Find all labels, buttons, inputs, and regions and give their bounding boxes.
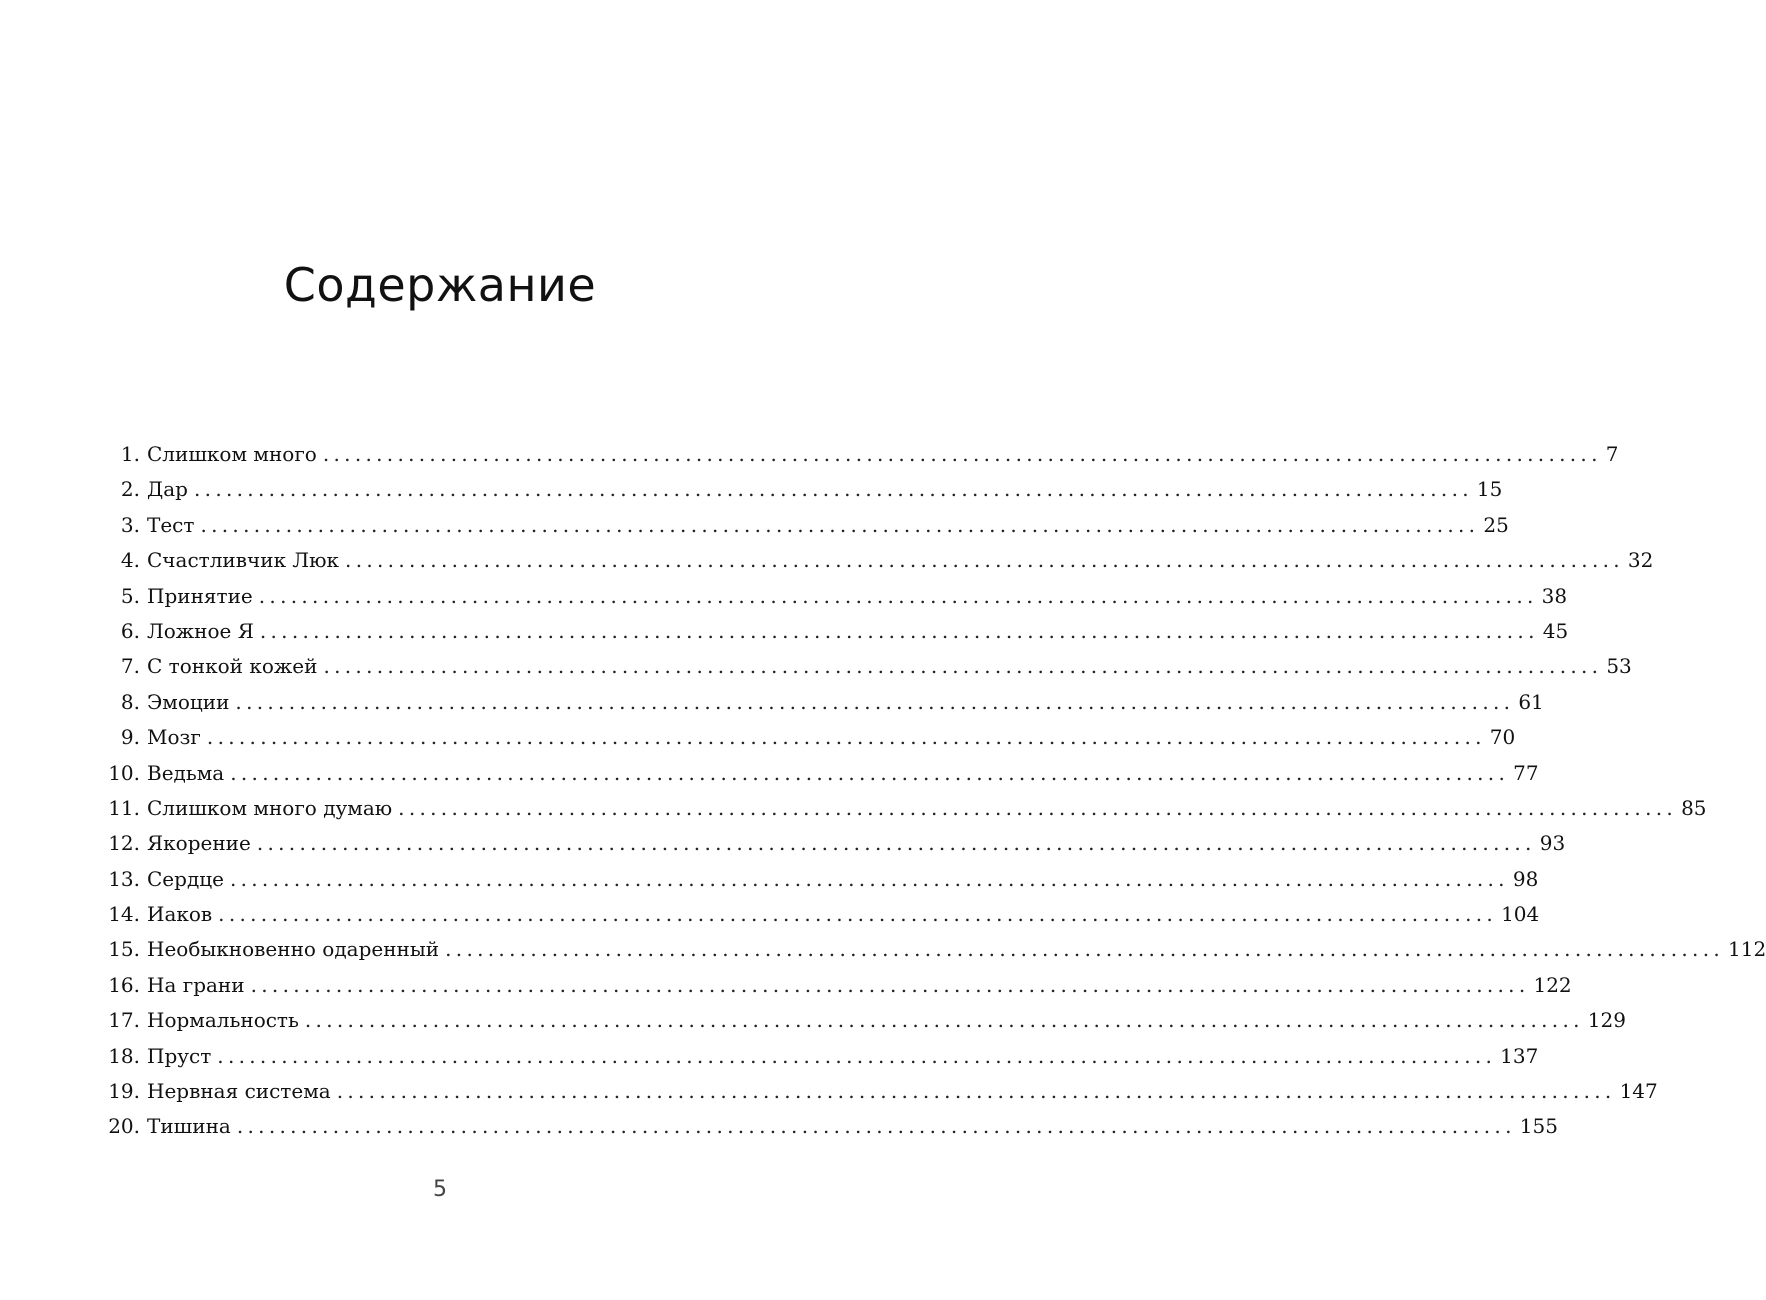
toc-entry-number: 2. xyxy=(120,477,140,502)
toc-entry-title: Принятие xyxy=(147,583,253,608)
toc-leader-dots: ........................................................................................................................ xyxy=(336,1079,1616,1104)
toc-leader-dots: ........................................................................................................................ xyxy=(194,477,1473,502)
toc-leader-dots: ........................................................................................................................ xyxy=(256,831,1536,856)
toc-entry-7[interactable] xyxy=(100,649,1632,684)
toc-entry-2[interactable] xyxy=(100,472,1503,507)
toc-entry-page: 98 xyxy=(1512,866,1539,891)
toc-leader-dots: ........................................................................................................................ xyxy=(445,937,1725,962)
toc-leader-dots: ........................................................................................................................ xyxy=(230,760,1510,785)
toc-leader-dots: ........................................................................................................................ xyxy=(250,972,1530,997)
toc-leader-dots: ........................................................................................................................ xyxy=(229,866,1509,891)
toc-entry-title: Сердце xyxy=(147,866,224,891)
toc-entry-page: 85 xyxy=(1681,795,1707,820)
toc-entry-number: 15. xyxy=(108,937,140,962)
toc-leader-dots: ........................................................................................................................ xyxy=(217,1043,1497,1068)
toc-entry-number: 9. xyxy=(120,725,140,750)
page-title: Содержание xyxy=(283,258,597,312)
toc-entry-8[interactable] xyxy=(100,685,1544,720)
toc-entry-page: 77 xyxy=(1513,760,1539,785)
toc-entry-page: 137 xyxy=(1500,1043,1539,1068)
toc-entry-page: 38 xyxy=(1541,583,1568,608)
toc-entry-page: 122 xyxy=(1533,972,1572,997)
toc-entry-title: Эмоции xyxy=(147,689,230,714)
toc-entry-page: 93 xyxy=(1539,831,1566,856)
toc-entry-1[interactable] xyxy=(100,437,1619,472)
toc-leader-dots: ........................................................................................................................ xyxy=(323,654,1603,679)
toc-entry-page: 32 xyxy=(1627,548,1654,573)
toc-leader-dots: ........................................................................................................................ xyxy=(345,548,1624,573)
toc-entry-number: 3. xyxy=(120,512,140,537)
toc-entry-number: 5. xyxy=(120,583,140,608)
toc-entry-number: 7. xyxy=(120,654,140,679)
toc-entry-title: Счастливчик Люк xyxy=(147,548,340,573)
toc-entry-number: 16. xyxy=(108,972,140,997)
toc-entry-19[interactable] xyxy=(100,1074,1658,1109)
toc-entry-title: Слишком много xyxy=(147,442,317,466)
toc-entry-title: С тонкой кожей xyxy=(147,654,318,679)
toc-entry-title: На грани xyxy=(147,972,245,997)
toc-entry-number: 4. xyxy=(120,548,140,573)
toc-entry-title: Нервная система xyxy=(147,1079,331,1104)
toc-entry-13[interactable] xyxy=(100,862,1539,897)
toc-entry-title: Якорение xyxy=(147,831,251,856)
toc-entry-page: 155 xyxy=(1519,1114,1558,1139)
toc-entry-title: Необыкновенно одаренный xyxy=(147,937,440,962)
toc-entry-number: 12. xyxy=(108,831,140,856)
toc-entry-3[interactable] xyxy=(100,508,1509,543)
toc-entry-number: 19. xyxy=(108,1079,140,1104)
toc-leader-dots: ........................................................................................................................ xyxy=(259,618,1539,643)
table-of-contents xyxy=(100,437,1766,1145)
toc-entry-number: 8. xyxy=(120,689,140,714)
toc-entry-page: 112 xyxy=(1728,937,1766,962)
toc-entry-number: 1. xyxy=(120,442,140,466)
toc-leader-dots: ........................................................................................................................ xyxy=(235,689,1515,714)
toc-entry-title: Дар xyxy=(147,477,188,502)
toc-entry-title: Пруст xyxy=(147,1043,212,1068)
toc-entry-title: Ложное Я xyxy=(147,618,254,643)
toc-entry-5[interactable] xyxy=(100,579,1568,614)
toc-entry-page: 25 xyxy=(1483,512,1509,537)
toc-leader-dots: ........................................................................................................................ xyxy=(258,583,1538,608)
toc-entry-title: Тишина xyxy=(147,1114,231,1139)
toc-entry-number: 11. xyxy=(108,795,140,820)
toc-entry-14[interactable] xyxy=(100,897,1540,932)
toc-entry-number: 18. xyxy=(108,1043,140,1068)
toc-leader-dots: ........................................................................................................................ xyxy=(322,442,1602,466)
toc-entry-page: 104 xyxy=(1501,902,1540,927)
toc-entry-title: Нормальность xyxy=(147,1008,299,1033)
toc-entry-9[interactable] xyxy=(100,720,1516,755)
toc-entry-number: 14. xyxy=(108,902,140,927)
toc-entry-title: Мозг xyxy=(147,725,201,750)
toc-entry-title: Тест xyxy=(147,512,195,537)
toc-leader-dots: ........................................................................................................................ xyxy=(218,902,1498,927)
toc-entry-6[interactable] xyxy=(100,614,1569,649)
toc-leader-dots: ........................................................................................................................ xyxy=(304,1008,1584,1033)
toc-entry-number: 20. xyxy=(108,1114,140,1139)
toc-entry-number: 13. xyxy=(108,866,140,891)
toc-entry-title: Слишком много думаю xyxy=(147,795,393,820)
toc-entry-title: Ведьма xyxy=(147,760,225,785)
toc-entry-number: 10. xyxy=(108,760,140,785)
toc-entry-12[interactable] xyxy=(100,826,1566,861)
toc-entry-page: 147 xyxy=(1619,1079,1658,1104)
toc-entry-11[interactable] xyxy=(100,791,1707,826)
toc-entry-page: 61 xyxy=(1518,689,1544,714)
toc-leader-dots: ........................................................................................................................ xyxy=(236,1114,1516,1139)
toc-entry-16[interactable] xyxy=(100,968,1572,1003)
toc-entry-page: 129 xyxy=(1587,1008,1626,1033)
toc-entry-page: 45 xyxy=(1542,618,1569,643)
toc-entry-page: 15 xyxy=(1476,477,1503,502)
toc-leader-dots: ........................................................................................................................ xyxy=(200,512,1480,537)
toc-entry-page: 70 xyxy=(1489,725,1516,750)
toc-leader-dots: ........................................................................................................................ xyxy=(398,795,1678,820)
toc-entry-title: Иаков xyxy=(147,902,213,927)
toc-entry-page: 53 xyxy=(1606,654,1632,679)
toc-entry-15[interactable] xyxy=(100,932,1766,967)
toc-entry-number: 17. xyxy=(108,1008,140,1033)
toc-entry-10[interactable] xyxy=(100,756,1539,791)
toc-leader-dots: ........................................................................................................................ xyxy=(206,725,1486,750)
toc-entry-17[interactable] xyxy=(100,1003,1626,1038)
toc-entry-page: 7 xyxy=(1605,442,1619,466)
toc-entry-number: 6. xyxy=(120,618,140,643)
toc-entry-18[interactable] xyxy=(100,1039,1539,1074)
toc-entry-20[interactable] xyxy=(100,1109,1558,1144)
page-number: 5 xyxy=(433,1177,447,1202)
toc-entry-4[interactable] xyxy=(100,543,1654,578)
